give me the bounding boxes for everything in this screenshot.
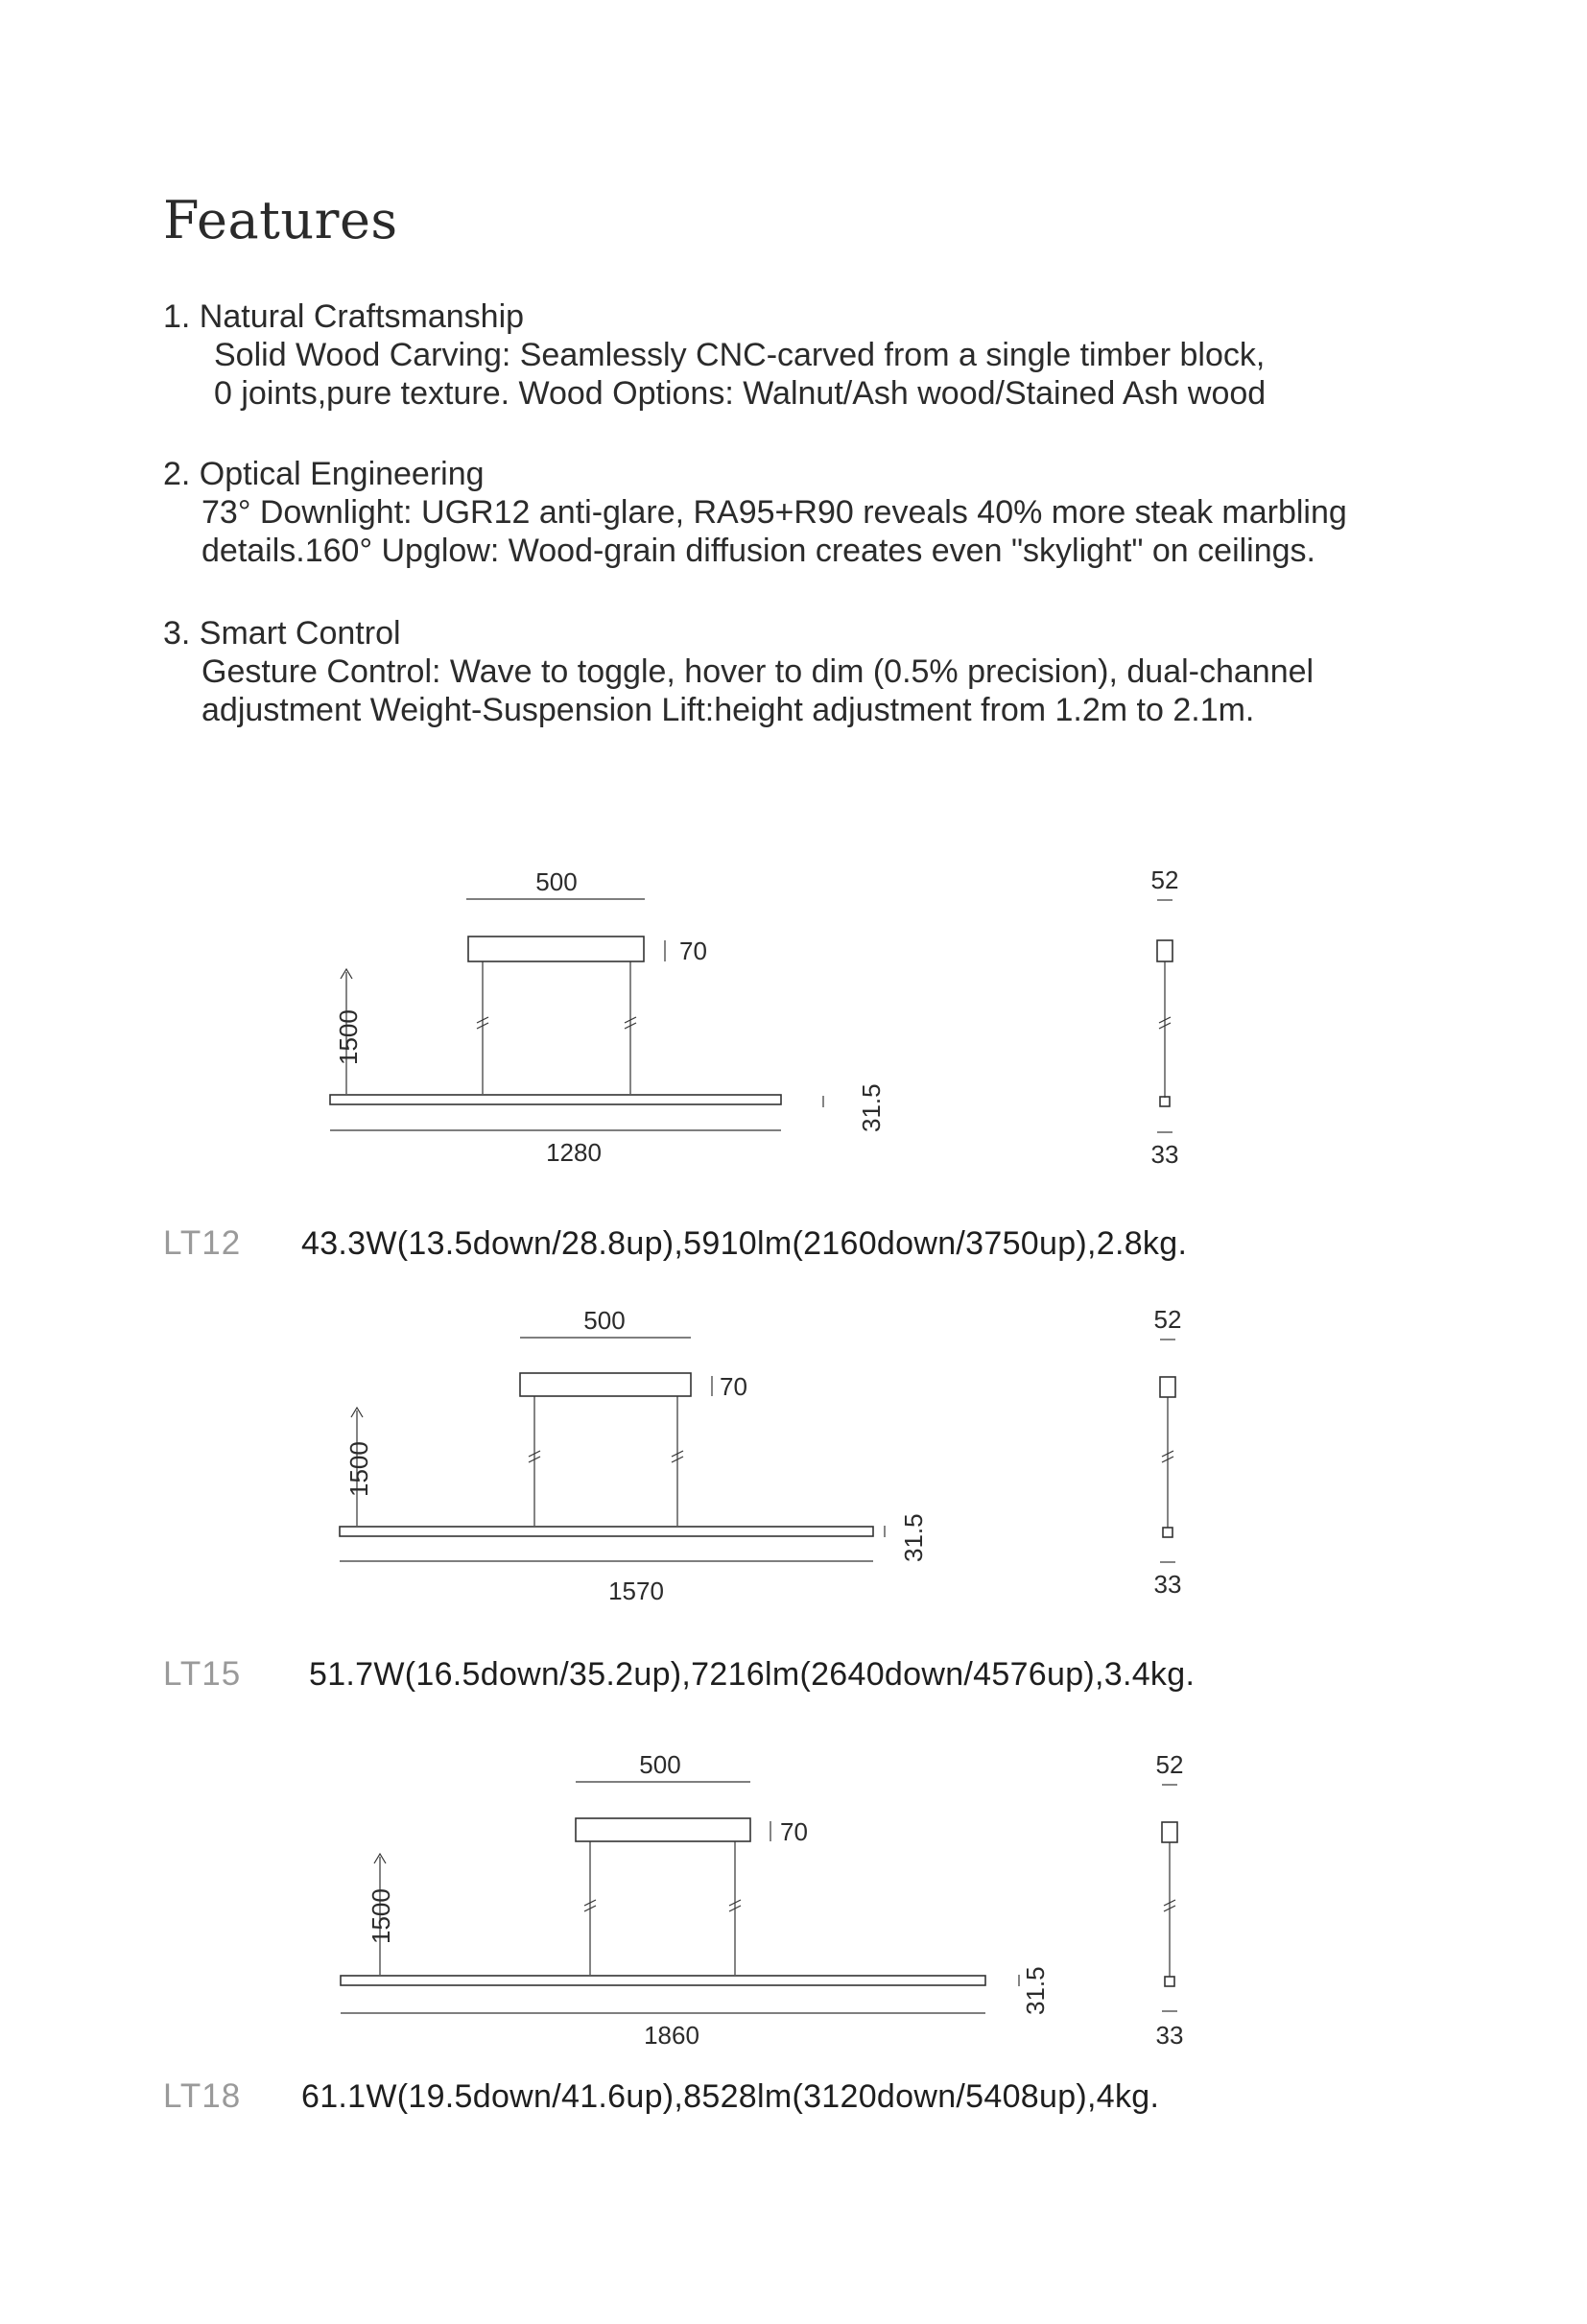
bar-height-label: 31.5 <box>1021 1966 1050 2015</box>
length-label: 1860 <box>644 2021 699 2050</box>
length-label: 1280 <box>546 1138 602 1167</box>
side-bottom-label: 33 <box>1155 2021 1184 2050</box>
light-bar <box>341 1976 985 1985</box>
model-spec: 43.3W(13.5down/28.8up),5910lm(2160down/3750up),2.8kg. <box>301 1225 1188 1262</box>
bar-height-label: 31.5 <box>857 1083 886 1132</box>
drop-label: 1500 <box>344 1441 373 1497</box>
drop-label: 1500 <box>334 1009 363 1065</box>
canopy-width-label: 500 <box>639 1750 681 1779</box>
feature-line: details.160° Upglow: Wood-grain diffusion creates even "skylight" on ceilings. <box>201 533 1315 569</box>
model-spec: 51.7W(16.5down/35.2up),7216lm(2640down/4576up),3.4kg. <box>309 1656 1196 1693</box>
model-spec: 61.1W(19.5down/41.6up),8528lm(3120down/5408up),4kg. <box>301 2078 1160 2115</box>
canopy-width-label: 500 <box>535 867 578 896</box>
model-name: LT15 <box>163 1655 242 1693</box>
page-title: Features <box>163 190 398 250</box>
bar-height-label: 31.5 <box>899 1513 928 1562</box>
canopy-height-label: 70 <box>720 1372 747 1401</box>
model-name: LT12 <box>163 1224 242 1262</box>
feature-line: Solid Wood Carving: Seamlessly CNC-carved from a single timber block, <box>214 337 1266 373</box>
side-bottom-label: 33 <box>1153 1570 1182 1599</box>
feature-line: 0 joints,pure texture. Wood Options: Walnut/Ash wood/Stained Ash wood <box>214 375 1267 412</box>
feature-heading: 1. Natural Craftsmanship <box>163 298 525 335</box>
side-bottom-label: 33 <box>1150 1140 1179 1169</box>
feature-line: adjustment Weight-Suspension Lift:height adjustment from 1.2m to 2.1m. <box>201 692 1255 728</box>
side-bar <box>1165 1977 1174 1986</box>
side-canopy <box>1162 1822 1177 1842</box>
canopy-width-label: 500 <box>583 1306 626 1335</box>
canopy-height-label: 70 <box>780 1817 808 1846</box>
length-label: 1570 <box>608 1577 664 1605</box>
canopy <box>576 1818 750 1841</box>
side-top-label: 52 <box>1150 866 1179 894</box>
model-name: LT18 <box>163 2077 242 2115</box>
side-top-label: 52 <box>1153 1305 1182 1334</box>
feature-line: Gesture Control: Wave to toggle, hover to dim (0.5% precision), dual-channel <box>201 653 1315 690</box>
side-top-label: 52 <box>1155 1750 1184 1779</box>
feature-heading: 2. Optical Engineering <box>163 456 485 492</box>
feature-heading: 3. Smart Control <box>163 615 401 652</box>
feature-line: 73° Downlight: UGR12 anti-glare, RA95+R90 reveals 40% more steak marbling <box>201 494 1347 531</box>
drop-label: 1500 <box>367 1888 395 1944</box>
canopy-height-label: 70 <box>679 937 707 965</box>
